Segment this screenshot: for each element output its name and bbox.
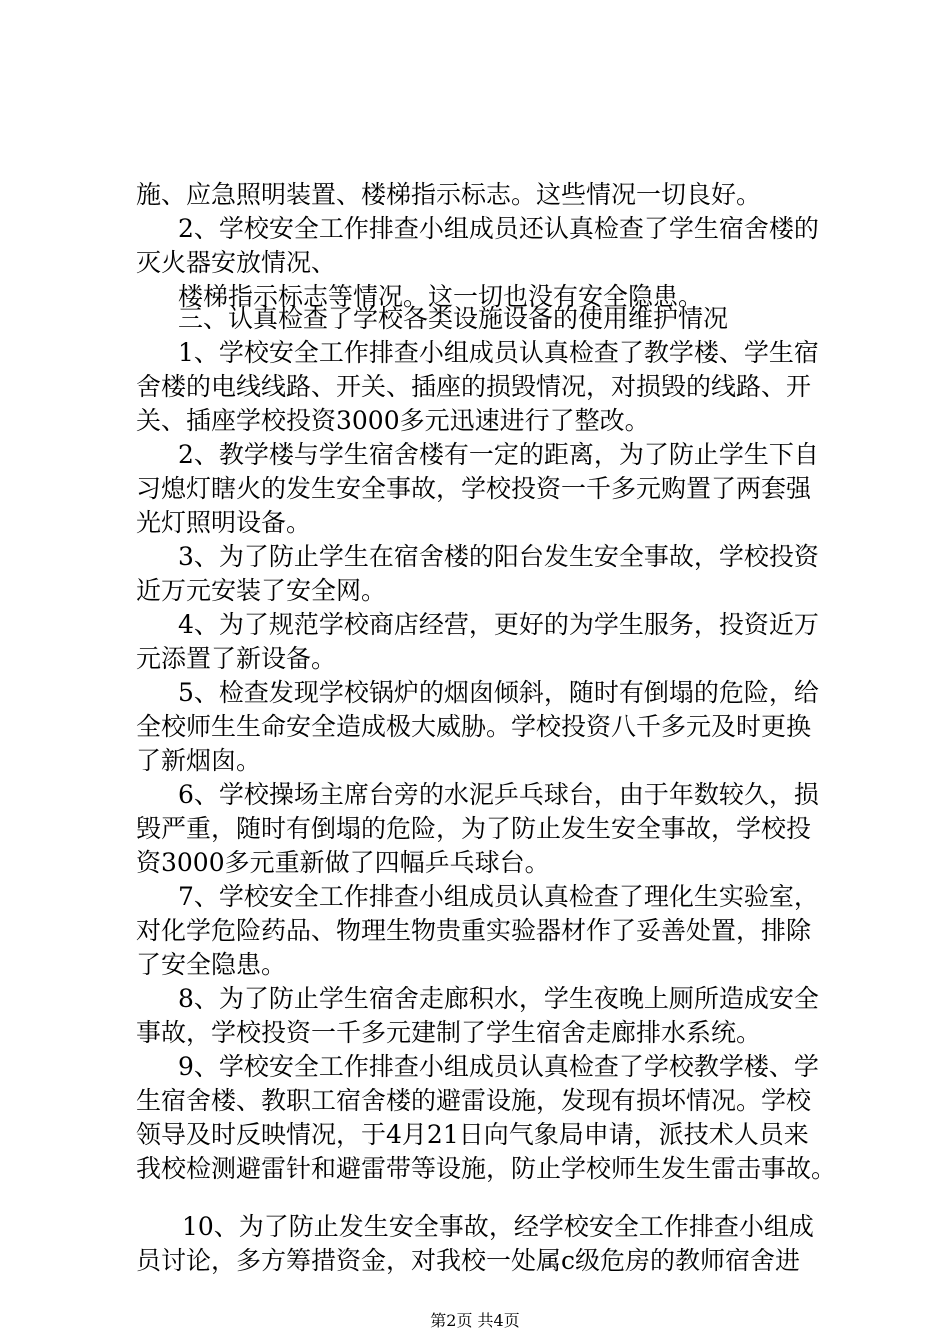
- text-line: 4、为了规范学校商店经营，更好的为学生服务，投资近万: [178, 610, 819, 639]
- page-footer: 第2页 共4页: [430, 1311, 520, 1330]
- text-line: 习熄灯瞎火的发生安全事故，学校投资一千多元购置了两套强: [136, 474, 812, 503]
- text-line: 6、学校操场主席台旁的水泥乒乓球台，由于年数较久，损: [178, 780, 819, 809]
- text-line: 8、为了防止学生宿舍走廊积水，学生夜晚上厕所造成安全: [178, 984, 819, 1013]
- text-line: 施、应急照明装置、楼梯指示标志。这些情况一切良好。: [136, 180, 762, 209]
- text-line: 1、学校安全工作排查小组成员认真检查了教学楼、学生宿: [178, 338, 819, 367]
- text-line: 楼梯指示标志等情况。这一切也没有安全隐患。: [178, 282, 704, 311]
- text-line: 9、学校安全工作排查小组成员认真检查了学校教学楼、学: [178, 1052, 819, 1081]
- text-line: 了新烟囱。: [136, 746, 262, 775]
- text-line: 了安全隐患。: [136, 950, 287, 979]
- text-line: 员讨论，多方筹措资金，对我校一处属c级危房的教师宿舍进: [136, 1246, 801, 1275]
- text-line: 生宿舍楼、教职工宿舍楼的避雷设施，发现有损坏情况。学校: [136, 1086, 812, 1115]
- text-line: 毁严重，随时有倒塌的危险，为了防止发生安全事故，学校投: [136, 814, 812, 843]
- text-line: 元添置了新设备。: [136, 644, 337, 673]
- text-line: 我校检测避雷针和避雷带等设施，防止学校师生发生雷击事故。: [136, 1154, 837, 1183]
- text-line: 光灯照明设备。: [136, 508, 312, 537]
- text-line: 7、学校安全工作排查小组成员认真检查了理化生实验室，: [178, 882, 819, 911]
- text-line: 舍楼的电线线路、开关、插座的损毁情况，对损毁的线路、开: [136, 372, 812, 401]
- text-line: 近万元安装了安全网。: [136, 576, 387, 605]
- text-line: 2、教学楼与学生宿舍楼有一定的距离，为了防止学生下自: [178, 440, 819, 469]
- text-line: 三、认真检查了学校各类设施设备的使用维护情况: [178, 304, 729, 333]
- text-line: 资3000多元重新做了四幅乒乓球台。: [136, 848, 550, 877]
- text-line: 对化学危险药品、物理生物贵重实验器材作了妥善处置，排除: [136, 916, 812, 945]
- text-line: 3、为了防止学生在宿舍楼的阳台发生安全事故，学校投资: [178, 542, 819, 571]
- text-line: 事故，学校投资一千多元建制了学生宿舍走廊排水系统。: [136, 1018, 762, 1047]
- text-line: 全校师生生命安全造成极大威胁。学校投资八千多元及时更换: [136, 712, 812, 741]
- text-line: 灭火器安放情况、: [136, 248, 337, 277]
- text-line: 10、为了防止发生安全事故，经学校安全工作排查小组成: [182, 1212, 814, 1241]
- text-line: 领导及时反映情况，于4月21日向气象局申请，派技术人员来: [136, 1120, 809, 1149]
- text-line: 2、学校安全工作排查小组成员还认真检查了学生宿舍楼的: [178, 214, 819, 243]
- text-line: 5、检查发现学校锅炉的烟囱倾斜，随时有倒塌的危险，给: [178, 678, 819, 707]
- text-line: 关、插座学校投资3000多元迅速进行了整改。: [136, 406, 650, 435]
